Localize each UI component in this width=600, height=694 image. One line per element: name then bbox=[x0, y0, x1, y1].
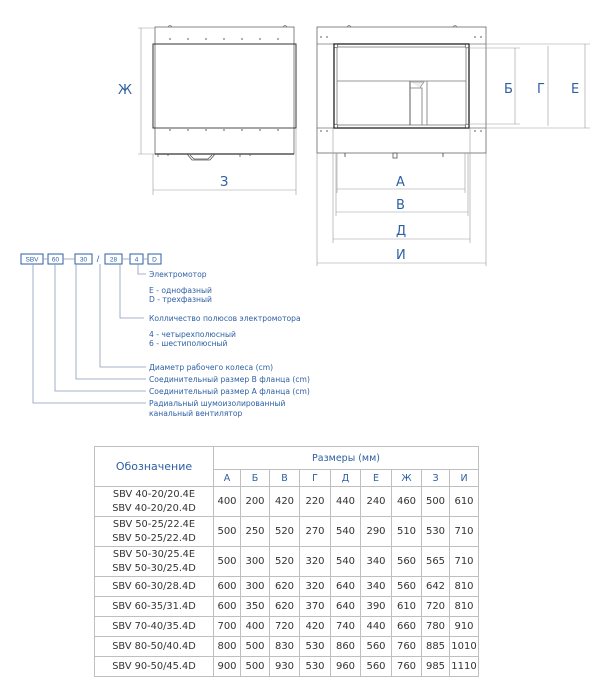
dimension-value: 900 bbox=[214, 657, 241, 677]
dim-label-i: И bbox=[396, 248, 406, 263]
dimension-value: 985 bbox=[422, 657, 450, 677]
dimension-value: 1110 bbox=[450, 657, 479, 677]
legend-wheel: Диаметр рабочего колеса (cm) bbox=[149, 363, 274, 372]
dimension-value: 720 bbox=[422, 597, 450, 617]
legend-leader-lines bbox=[33, 264, 146, 403]
dimension-value: 440 bbox=[361, 617, 392, 637]
dimension-value: 300 bbox=[241, 547, 270, 577]
dimension-value: 610 bbox=[450, 487, 479, 517]
dimension-value: 640 bbox=[331, 597, 361, 617]
header-dimensions: Размеры (мм) bbox=[214, 447, 479, 470]
handle-icon bbox=[187, 154, 215, 160]
dimension-value: 930 bbox=[270, 657, 300, 677]
dimension-value: 400 bbox=[241, 617, 270, 637]
table-row bbox=[95, 657, 479, 677]
dimension-value: 1010 bbox=[450, 637, 479, 657]
legend-type-line2: канальный вентилятор bbox=[149, 409, 243, 418]
column-header-v: В bbox=[270, 470, 300, 487]
legend-motor: Электромотор bbox=[149, 270, 207, 279]
dimension-value: 530 bbox=[300, 657, 331, 677]
front-view bbox=[317, 26, 486, 159]
model-designation-cell bbox=[95, 657, 214, 677]
dimension-value: 610 bbox=[392, 597, 422, 617]
dimension-value: 520 bbox=[270, 517, 300, 547]
dimension-value: 600 bbox=[214, 597, 241, 617]
dimension-value: 300 bbox=[241, 577, 270, 597]
dimension-value: 800 bbox=[214, 637, 241, 657]
dim-label-v: В bbox=[396, 198, 405, 213]
code-segment-flange-b: 30 bbox=[79, 256, 88, 264]
side-view bbox=[153, 26, 296, 161]
header-designation: Обозначение bbox=[95, 447, 214, 487]
dimension-value: 320 bbox=[300, 577, 331, 597]
model-designation: SBV 60-30/28.4D bbox=[112, 580, 196, 592]
dimension-value: 200 bbox=[241, 487, 270, 517]
dimension-value: 290 bbox=[361, 517, 392, 547]
dimension-value: 420 bbox=[270, 487, 300, 517]
column-header-zh: Ж bbox=[392, 470, 422, 487]
dimension-value: 500 bbox=[422, 487, 450, 517]
dimension-value: 530 bbox=[422, 517, 450, 547]
dimension-value: 910 bbox=[450, 617, 479, 637]
model-designation-cell bbox=[95, 637, 214, 657]
dimension-value: 560 bbox=[392, 577, 422, 597]
dimension-value: 760 bbox=[392, 657, 422, 677]
model-designation: SBV 40-20/20.4D bbox=[112, 502, 196, 514]
dimension-value: 700 bbox=[214, 617, 241, 637]
table-row bbox=[95, 487, 479, 517]
dimension-value: 340 bbox=[361, 577, 392, 597]
dimension-value: 640 bbox=[331, 577, 361, 597]
legend-motor-d: D - трехфазный bbox=[149, 295, 212, 304]
dimension-value: 810 bbox=[450, 597, 479, 617]
dimension-value: 642 bbox=[422, 577, 450, 597]
column-header-i: И bbox=[450, 470, 479, 487]
model-designation: SBV 70-40/35.4D bbox=[112, 620, 196, 632]
column-header-b-soft: Б bbox=[241, 470, 270, 487]
dimension-value: 500 bbox=[214, 547, 241, 577]
model-designation-cell bbox=[95, 517, 214, 547]
front-view-dimensions bbox=[317, 44, 590, 266]
column-header-z: З bbox=[422, 470, 450, 487]
dimension-value: 220 bbox=[300, 487, 331, 517]
model-designation: SBV 50-30/25.4D bbox=[112, 562, 196, 574]
dimension-value: 600 bbox=[214, 577, 241, 597]
dimension-value: 830 bbox=[270, 637, 300, 657]
dimension-value: 560 bbox=[392, 547, 422, 577]
dimension-value: 500 bbox=[214, 517, 241, 547]
dimension-value: 320 bbox=[300, 547, 331, 577]
dimension-value: 620 bbox=[270, 577, 300, 597]
column-header-d: Д bbox=[331, 470, 361, 487]
table-row bbox=[95, 547, 479, 577]
dimension-value: 250 bbox=[241, 517, 270, 547]
dim-label-zh: Ж bbox=[118, 83, 133, 98]
model-designation: SBV 40-20/20.4E bbox=[112, 488, 196, 500]
dimension-value: 780 bbox=[422, 617, 450, 637]
dimension-value: 710 bbox=[450, 547, 479, 577]
legend-flange-a: Соединительный размер А фланца (cm) bbox=[149, 387, 310, 396]
dimension-value: 500 bbox=[241, 657, 270, 677]
dimension-value: 860 bbox=[331, 637, 361, 657]
dimension-value: 240 bbox=[361, 487, 392, 517]
model-designation-cell bbox=[95, 597, 214, 617]
model-designation: SBV 90-50/45.4D bbox=[112, 660, 196, 672]
table-row bbox=[95, 577, 479, 597]
dimension-value: 520 bbox=[270, 547, 300, 577]
legend-motor-e: E - однофазный bbox=[149, 286, 212, 295]
dimension-value: 740 bbox=[331, 617, 361, 637]
dimension-value: 540 bbox=[331, 517, 361, 547]
dimension-value: 530 bbox=[300, 637, 331, 657]
code-segment-motor: D bbox=[152, 256, 157, 264]
dimension-value: 560 bbox=[361, 637, 392, 657]
dim-label-z: З bbox=[220, 175, 229, 190]
dimensions-table bbox=[94, 446, 479, 677]
table-row bbox=[95, 617, 479, 637]
dim-label-a: А bbox=[396, 175, 405, 190]
dimension-value: 810 bbox=[450, 577, 479, 597]
dimension-value: 340 bbox=[361, 547, 392, 577]
dimension-value: 760 bbox=[392, 637, 422, 657]
model-designation-cell bbox=[95, 577, 214, 597]
dimension-value: 620 bbox=[270, 597, 300, 617]
table-row bbox=[95, 597, 479, 617]
code-segment-poles: 4 bbox=[134, 256, 139, 264]
dimension-value: 440 bbox=[331, 487, 361, 517]
dimension-value: 270 bbox=[300, 517, 331, 547]
model-designation-cell bbox=[95, 487, 214, 517]
dim-label-g: Г bbox=[537, 82, 545, 97]
model-designation-cell bbox=[95, 617, 214, 637]
side-view-dimensions bbox=[138, 28, 296, 195]
dimension-value: 350 bbox=[241, 597, 270, 617]
column-header-g: Г bbox=[300, 470, 331, 487]
dimension-value: 660 bbox=[392, 617, 422, 637]
dimension-value: 420 bbox=[300, 617, 331, 637]
dimension-value: 960 bbox=[331, 657, 361, 677]
legend-flange-b: Соединительный размер В фланца (cm) bbox=[149, 375, 310, 384]
code-slash: / bbox=[96, 254, 100, 264]
dimension-value: 460 bbox=[392, 487, 422, 517]
model-designation-cell bbox=[95, 547, 214, 577]
table-row bbox=[95, 517, 479, 547]
dimension-value: 510 bbox=[392, 517, 422, 547]
model-designation: SBV 50-25/22.4D bbox=[112, 532, 196, 544]
legend-type-line1: Радиальный шумоизолированный bbox=[149, 399, 286, 408]
dimension-value: 710 bbox=[450, 517, 479, 547]
model-code-boxes bbox=[21, 254, 161, 264]
dim-label-d: Д bbox=[396, 224, 407, 239]
model-designation: SBV 80-50/40.4D bbox=[112, 640, 196, 652]
legend-poles: Колличество полюсов электромотора bbox=[149, 314, 301, 323]
model-designation: SBV 50-25/22.4E bbox=[112, 518, 196, 530]
code-segment-flange-a: 60 bbox=[51, 256, 60, 264]
dimension-value: 390 bbox=[361, 597, 392, 617]
dimension-value: 565 bbox=[422, 547, 450, 577]
dimension-value: 400 bbox=[214, 487, 241, 517]
dimension-value: 560 bbox=[361, 657, 392, 677]
dimension-value: 885 bbox=[422, 637, 450, 657]
table-body bbox=[95, 487, 479, 677]
dimension-value: 500 bbox=[241, 637, 270, 657]
dimension-value: 720 bbox=[270, 617, 300, 637]
code-segment-wheel: 28 bbox=[109, 256, 118, 264]
dim-label-b-soft: Б bbox=[504, 82, 513, 97]
dim-label-e: Е bbox=[571, 82, 580, 97]
column-header-e: Е bbox=[361, 470, 392, 487]
code-segment-series: SBV bbox=[25, 256, 39, 264]
legend-poles-6: 6 - шестиполюсный bbox=[149, 339, 228, 348]
model-designation: SBV 50-30/25.4E bbox=[112, 548, 196, 560]
model-designation: SBV 60-35/31.4D bbox=[112, 600, 196, 612]
dimension-value: 370 bbox=[300, 597, 331, 617]
dimension-value: 540 bbox=[331, 547, 361, 577]
legend-poles-4: 4 - четырехполюсный bbox=[149, 330, 236, 339]
table-row bbox=[95, 637, 479, 657]
column-header-a: А bbox=[214, 470, 241, 487]
